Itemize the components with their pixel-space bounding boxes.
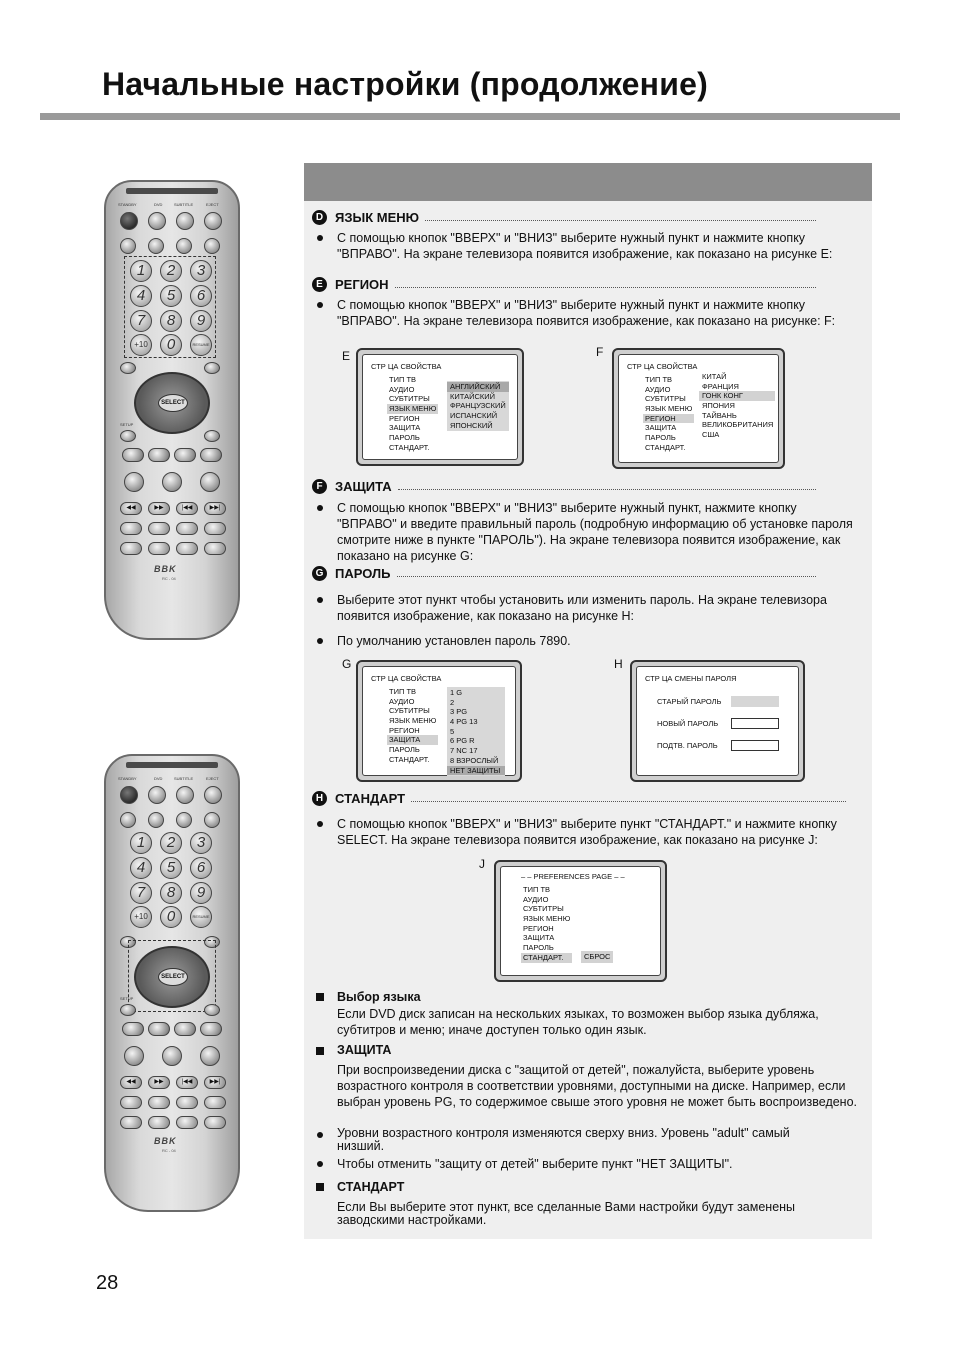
remote-button — [174, 448, 196, 462]
tv-screen-figure-g — [356, 660, 522, 782]
menu-item: ЗАЩИТА — [389, 423, 421, 433]
note-marker — [316, 993, 324, 1001]
brand-logo: BBK — [154, 564, 177, 574]
section-heading-standard — [312, 791, 846, 806]
remote-control-illustration — [104, 180, 240, 640]
old-password-field — [731, 696, 779, 707]
standby-label: STANDBY — [118, 202, 137, 207]
eject-button — [204, 786, 222, 804]
digit-5-button: 5 — [160, 285, 182, 307]
remote-button — [204, 812, 220, 828]
screen-header: СТР ЦА СВОЙСТВА — [371, 362, 442, 371]
note-title: СТАНДАРТ — [337, 1180, 405, 1194]
tv-screen — [362, 354, 518, 460]
option: ЯПОНИЯ — [702, 401, 735, 411]
plus10-button: +10 — [130, 906, 152, 928]
figure-label: F — [596, 345, 604, 359]
remote-button — [120, 362, 136, 374]
option: ФРАНЦУЗСКИЙ — [450, 401, 506, 411]
section-text: С помощью кнопок "ВВЕРХ" и "ВНИЗ" выберите нужный пункт и нажмите кнопку "ВПРАВО". На экране телевизора появится изображение, как показано на рисунке: F: — [337, 298, 836, 328]
page-number: 28 — [96, 1272, 119, 1294]
menu-item: ЯЗЫК МЕНЮ — [645, 404, 693, 414]
screen-header: – – PREFERENCES PAGE – – — [521, 872, 625, 881]
bullet — [317, 302, 323, 308]
menu-item-selected: РЕГИОН — [643, 414, 694, 424]
figure-label: J — [479, 857, 485, 871]
digit-8-button: 8 — [160, 882, 182, 904]
navigation-dpad — [134, 946, 210, 1008]
page-title: Начальные настройки (продолжение) — [102, 66, 708, 102]
note-text: При воспроизведении диска с "защитой от детей", пожалуйста, выберите уровень возрастного контроля в соответствии уровнями, доступными на диске. Например, если выбран уровень PG, то содержимое свыше этого уровня не может быть воспроизведено. — [337, 1063, 858, 1109]
settings-menu — [387, 375, 438, 453]
navigation-dpad — [134, 372, 210, 434]
menu-item-selected: ЗАЩИТА — [387, 735, 438, 745]
eject-label: EJECT — [206, 202, 219, 207]
option-selected: НЕТ ЗАЩИТЫ — [447, 766, 505, 776]
bullet — [317, 1161, 323, 1167]
bullet — [317, 505, 323, 511]
note-marker — [316, 1047, 324, 1055]
option: 4 PG 13 — [450, 717, 478, 727]
dvd-label: DVD — [154, 202, 163, 207]
resume-button: RESUME — [190, 906, 212, 928]
tv-screen-figure-j — [494, 860, 667, 982]
panel-header-bar — [304, 163, 872, 201]
menu-item: ЯЗЫК МЕНЮ — [389, 716, 437, 726]
menu-item: АУДИО — [645, 384, 671, 394]
power-button — [120, 786, 138, 804]
remote-button — [120, 542, 142, 555]
digit-7-button: 7 — [130, 882, 152, 904]
menu-item: ЗАЩИТА — [645, 423, 677, 433]
dvd-button — [148, 212, 166, 230]
remote-button — [120, 1116, 142, 1129]
fast-forward-button: ▶▶ — [148, 1076, 170, 1089]
section-title: ПАРОЛЬ — [335, 566, 391, 581]
figure-label: E — [342, 349, 351, 363]
digit-4-button: 4 — [130, 857, 152, 879]
menu-item: АУДИО — [389, 384, 415, 394]
remote-button — [200, 1022, 222, 1036]
remote-button — [176, 1096, 198, 1109]
menu-item: ПАРОЛЬ — [389, 433, 420, 443]
remote-button — [176, 238, 192, 254]
digit-5-button: 5 — [160, 857, 182, 879]
remote-button — [204, 238, 220, 254]
menu-item: ЗАЩИТА — [523, 933, 555, 943]
tv-screen-figure-h — [630, 660, 805, 782]
option: 2 — [450, 697, 455, 707]
section-text: С помощью кнопок "ВВЕРХ" и "ВНИЗ" выберите нужный пункт и нажмите кнопку "ВПРАВО". На экране телевизора появится изображение, как показано на рисунке E: — [337, 231, 833, 261]
remote-button — [148, 542, 170, 555]
option: ФРАНЦИЯ — [702, 381, 739, 391]
section-title: СТАНДАРТ — [335, 791, 406, 806]
menu-item-selected: ЯЗЫК МЕНЮ — [389, 404, 437, 414]
dotted-leader — [397, 576, 817, 577]
eject-label: EJECT — [206, 776, 219, 781]
screen-header: СТР ЦА СМЕНЫ ПАРОЛЯ — [645, 674, 737, 683]
remote-button — [120, 238, 136, 254]
remote-button — [204, 1116, 226, 1129]
digit-1-button: 1 — [130, 832, 152, 854]
menu-item: СУБТИТРЫ — [645, 394, 686, 404]
menu-item: СТАНДАРТ. — [389, 442, 430, 452]
remote-button — [204, 362, 220, 374]
digit-3-button: 3 — [190, 832, 212, 854]
remote-button — [148, 1096, 170, 1109]
tv-screen-figure-e — [356, 348, 524, 466]
note-title: Выбор языка — [337, 990, 421, 1004]
option: ЯПОНСКИЙ — [450, 420, 493, 430]
resume-button: RESUME — [190, 334, 212, 356]
select-button: SELECT — [158, 394, 188, 412]
digit-4-button: 4 — [130, 285, 152, 307]
section-badge: D — [312, 210, 327, 225]
remote-button — [120, 812, 136, 828]
tv-screen — [362, 666, 516, 776]
menu-item: СУБТИТРЫ — [389, 394, 430, 404]
bullet — [317, 638, 323, 644]
remote-button — [148, 238, 164, 254]
screen-header: СТР ЦА СВОЙСТВА — [627, 362, 698, 371]
remote-button — [204, 1096, 226, 1109]
section-badge: E — [312, 277, 327, 292]
option: 5 — [450, 726, 455, 736]
section-title: ЗАЩИТА — [335, 479, 392, 494]
ir-window — [126, 762, 218, 768]
section-heading-region — [312, 277, 816, 292]
next-button: ▶▶| — [204, 502, 226, 515]
rewind-button: ◀◀ — [120, 1076, 142, 1089]
section-text: С помощью кнопок "ВВЕРХ" и "ВНИЗ" выберите нужный пункт, нажмите кнопку "ВПРАВО" и введите правильный пароль (подробную информацию об установке пароля смотрите ниже в пункте "ПАРОЛЬ"). На экране телевизора появится изображение, как показано на рисунке G: — [337, 501, 853, 563]
remote-button — [204, 430, 220, 442]
play-button — [162, 1046, 182, 1066]
option: 8 ВЗРОСЛЫЙ — [450, 755, 499, 765]
note-bullet-text: Уровни возрастного контроля изменяются сверху вниз. Уровень "adult" самый низший. — [337, 1126, 790, 1153]
option: КИТАЙ — [702, 372, 727, 381]
digit-0-button: 0 — [160, 334, 182, 356]
remote-button — [176, 542, 198, 555]
reset-option: СБРОС — [584, 952, 611, 961]
tv-screen — [500, 866, 661, 976]
fast-forward-button: ▶▶ — [148, 502, 170, 515]
setup-label: SETUP — [120, 422, 134, 427]
menu-item: РЕГИОН — [389, 413, 420, 423]
options-list — [447, 381, 509, 431]
option: 7 NC 17 — [450, 746, 478, 756]
option-selected: АНГЛИЙСКИЙ — [447, 382, 509, 392]
menu-item: АУДИО — [523, 894, 549, 904]
remote-button — [120, 1096, 142, 1109]
section-title: РЕГИОН — [335, 277, 389, 292]
remote-button — [122, 448, 144, 462]
rewind-button: ◀◀ — [120, 502, 142, 515]
dotted-leader — [398, 489, 816, 490]
remote-button — [148, 1022, 170, 1036]
remote-button — [148, 812, 164, 828]
menu-item: СУБТИТРЫ — [389, 706, 430, 716]
confirm-password-field — [731, 740, 779, 751]
subtitle-label: SUBTITLE — [174, 202, 194, 207]
dvd-label: DVD — [154, 776, 163, 781]
digit-7-button: 7 — [130, 310, 152, 332]
dotted-leader — [425, 220, 816, 221]
remote-button — [176, 522, 198, 535]
preferences-menu — [521, 885, 572, 963]
menu-item: ЯЗЫК МЕНЮ — [523, 914, 571, 924]
options-list — [699, 371, 775, 441]
model-label: RC - 04 — [162, 576, 176, 581]
section-badge: H — [312, 791, 327, 806]
menu-item-selected: СТАНДАРТ. — [521, 953, 572, 963]
settings-menu — [387, 687, 438, 765]
note-marker — [316, 1183, 324, 1191]
option: США — [702, 430, 720, 440]
play-button — [162, 472, 182, 492]
brand-logo: BBK — [154, 1136, 177, 1146]
remote-button — [204, 542, 226, 555]
remote-button — [204, 1004, 220, 1016]
previous-button: |◀◀ — [176, 502, 198, 515]
settings-menu — [643, 375, 694, 453]
subtitle-button — [176, 786, 194, 804]
menu-item: ТИП ТВ — [389, 375, 417, 384]
digit-6-button: 6 — [190, 857, 212, 879]
section-heading-password — [312, 566, 816, 581]
section-text: С помощью кнопок "ВВЕРХ" и "ВНИЗ" выберите пункт "СТАНДАРТ." и нажмите кнопку SELECT. На экране телевизора появится изображение, как показано на рисунке J: — [337, 817, 837, 847]
screen-header: СТР ЦА СВОЙСТВА — [371, 674, 442, 683]
tv-screen-figure-f — [612, 348, 785, 469]
option-selected: ГОНК КОНГ — [699, 391, 775, 401]
pause-button — [200, 472, 220, 492]
bullet — [317, 597, 323, 603]
setup-button — [120, 1004, 136, 1016]
dotted-leader — [395, 287, 816, 288]
digit-3-button: 3 — [190, 260, 212, 282]
eject-button — [204, 212, 222, 230]
subtitle-label: SUBTITLE — [174, 776, 194, 781]
old-password-label: СТАРЫЙ ПАРОЛЬ — [657, 697, 722, 706]
remote-button — [120, 522, 142, 535]
section-heading-menu-language — [312, 210, 816, 225]
menu-item: ПАРОЛЬ — [389, 745, 420, 755]
remote-button — [148, 448, 170, 462]
menu-item: ТИП ТВ — [389, 687, 417, 696]
option: ИСПАНСКИЙ — [450, 411, 498, 421]
bullet — [317, 821, 323, 827]
note-bullet-text: Чтобы отменить "защиту от детей" выберите пункт "НЕТ ЗАЩИТЫ". — [337, 1157, 733, 1171]
digit-6-button: 6 — [190, 285, 212, 307]
menu-item: ПАРОЛЬ — [645, 433, 676, 443]
new-password-field — [731, 718, 779, 729]
menu-item: ТИП ТВ — [645, 375, 673, 384]
previous-button: |◀◀ — [176, 1076, 198, 1089]
dotted-leader — [411, 801, 846, 802]
menu-item: СУБТИТРЫ — [523, 904, 564, 914]
pause-button — [200, 1046, 220, 1066]
subtitle-button — [176, 212, 194, 230]
confirm-password-label: ПОДТВ. ПАРОЛЬ — [657, 741, 718, 750]
options-list — [581, 951, 613, 963]
stop-button — [124, 472, 144, 492]
tv-screen — [618, 354, 779, 463]
stop-button — [124, 1046, 144, 1066]
note-text: Если DVD диск записан на нескольких языках, то возможен выбор языка дубляжа, субтитров и меню; иначе доступен только один язык. — [337, 1007, 819, 1037]
bullet — [317, 235, 323, 241]
note-title: ЗАЩИТА — [337, 1043, 392, 1057]
digit-8-button: 8 — [160, 310, 182, 332]
new-password-label: НОВЫЙ ПАРОЛЬ — [657, 719, 719, 728]
standby-label: STANDBY — [118, 776, 137, 781]
section-title: ЯЗЫК МЕНЮ — [335, 210, 420, 225]
ir-window — [126, 188, 218, 194]
option: ТАЙВАНЬ — [702, 410, 737, 420]
menu-item: РЕГИОН — [389, 725, 420, 735]
section-badge: G — [312, 566, 327, 581]
figure-label: G — [342, 657, 352, 671]
tv-screen — [636, 666, 799, 776]
dvd-button — [148, 786, 166, 804]
remote-button — [204, 522, 226, 535]
menu-item: СТАНДАРТ. — [645, 442, 686, 452]
power-button — [120, 212, 138, 230]
option: 3 PG — [450, 707, 468, 717]
digit-9-button: 9 — [190, 310, 212, 332]
digit-9-button: 9 — [190, 882, 212, 904]
digit-2-button: 2 — [160, 260, 182, 282]
option: ВЕЛИКОБРИТАНИЯ — [702, 420, 774, 430]
remote-control-illustration — [104, 754, 240, 1212]
model-label: RC - 04 — [162, 1148, 176, 1153]
options-list — [447, 687, 505, 776]
select-button: SELECT — [158, 968, 188, 986]
option: КИТАЙСКИЙ — [450, 391, 496, 401]
remote-button — [176, 1116, 198, 1129]
section-text: Выберите этот пункт чтобы установить или изменить пароль. На экране телевизора появится изображение, как показано на рисунке H: — [337, 593, 827, 623]
digit-1-button: 1 — [130, 260, 152, 282]
menu-item: СТАНДАРТ. — [389, 754, 430, 764]
remote-button — [200, 448, 222, 462]
option: 6 PG R — [450, 736, 475, 746]
menu-item: ПАРОЛЬ — [523, 943, 554, 953]
menu-item: РЕГИОН — [523, 923, 554, 933]
section-badge: F — [312, 479, 327, 494]
section-heading-protection — [312, 479, 816, 494]
menu-item: ТИП ТВ — [523, 885, 551, 894]
bullet — [317, 1132, 323, 1138]
remote-button — [148, 522, 170, 535]
remote-button — [176, 812, 192, 828]
plus10-button: +10 — [130, 334, 152, 356]
digit-0-button: 0 — [160, 906, 182, 928]
title-divider — [40, 113, 900, 120]
next-button: ▶▶| — [204, 1076, 226, 1089]
digit-2-button: 2 — [160, 832, 182, 854]
option: 1 G — [450, 688, 463, 697]
figure-label: H — [614, 657, 623, 671]
setup-button — [120, 430, 136, 442]
remote-button — [174, 1022, 196, 1036]
menu-item: АУДИО — [389, 696, 415, 706]
remote-button — [148, 1116, 170, 1129]
setup-label: SETUP — [120, 996, 134, 1001]
remote-button — [122, 1022, 144, 1036]
note-text: Если Вы выберите этот пункт, все сделанные Вами настройки будут заменены заводскими настройками. — [337, 1200, 796, 1227]
section-text: По умолчанию установлен пароль 7890. — [337, 634, 571, 648]
